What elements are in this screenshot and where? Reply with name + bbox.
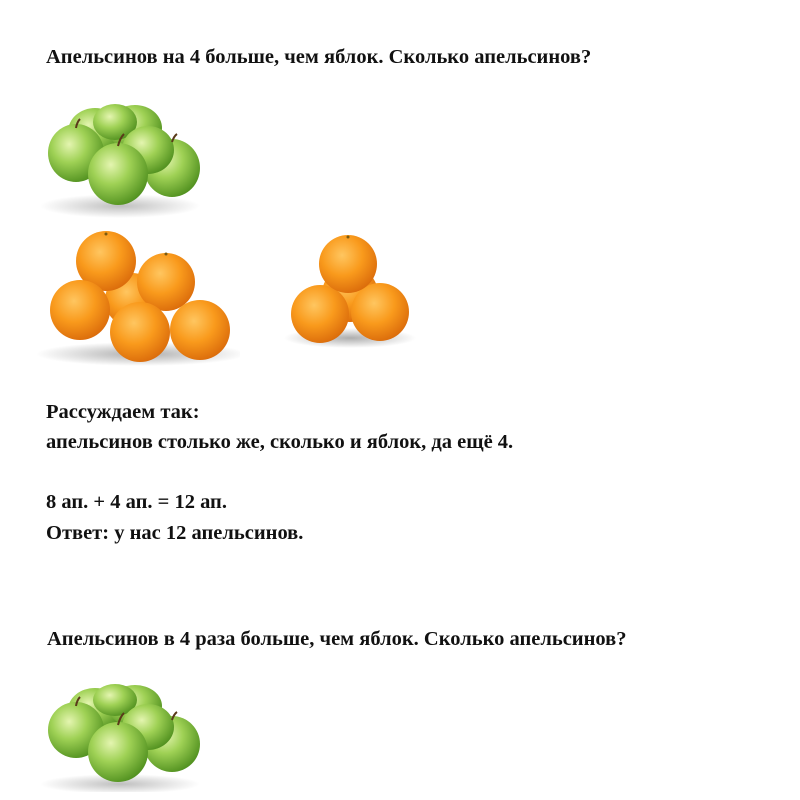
solution-equation: 8 ап. + 4 ап. = 12 ап. — [46, 491, 227, 513]
solution-heading: Рассуждаем так: — [46, 401, 200, 423]
green-apples-pile-icon — [40, 680, 210, 792]
orange-pile-small-icon — [282, 232, 417, 348]
green-apples-pile-icon — [40, 98, 210, 220]
solution-reasoning: апельсинов столько же, сколько и яблок, да ещё 4. — [46, 431, 514, 453]
solution-answer: Ответ: у нас 12 апельсинов. — [46, 522, 304, 544]
task1-question: Апельсинов на 4 больше, чем яблок. Сколько апельсинов? — [46, 46, 592, 68]
orange-pile-icon — [36, 226, 240, 366]
task2-question: Апельсинов в 4 раза больше, чем яблок. Сколько апельсинов? — [47, 628, 627, 650]
